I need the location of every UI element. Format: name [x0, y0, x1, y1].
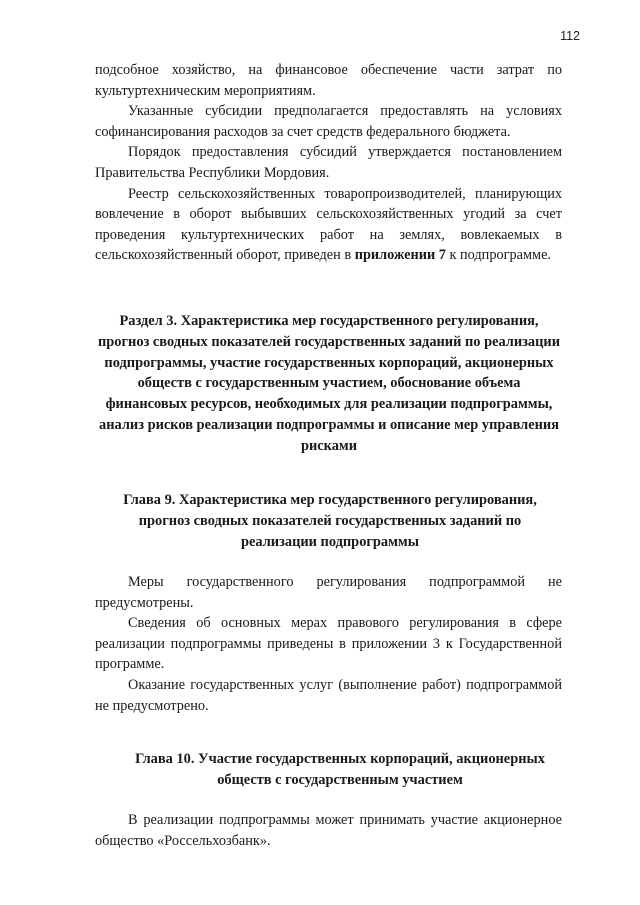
page-number: 112: [560, 29, 580, 43]
chapter10-heading-block: [120, 749, 560, 791]
chapter10-paragraph-1: В реализации подпрограммы может принимать участие акционерное общество «Россельхозбанк».: [95, 812, 562, 849]
chapter9-body: [95, 572, 562, 716]
intro-paragraph-1: подсобное хозяйство, на финансовое обеспечение части затрат по культуртехническим мероприятиям.: [95, 62, 562, 99]
registry-tail: к подпрограмме.: [445, 247, 551, 264]
chapter9-paragraph-2: Сведения об основных мерах правового регулирования в сфере реализации подпрограммы приведены в приложении 3 к Государственной программе.: [95, 615, 562, 673]
chapter9-heading: Глава 9. Характеристика мер государственного регулирования, прогноз сводных показателей государственных заданий по реализации подпрограммы: [123, 492, 537, 550]
chapter9-paragraph-1: Меры государственного регулирования подпрограммой не предусмотрены.: [95, 574, 562, 611]
appendix-reference: приложении 7: [354, 247, 446, 264]
intro-paragraph-3: Порядок предоставления субсидий утверждается постановлением Правительства Республики Мордовия.: [95, 144, 562, 181]
intro-block: [95, 60, 562, 266]
chapter10-heading: Глава 10. Участие государственных корпораций, акционерных обществ с государственным участием: [135, 751, 545, 788]
chapter10-body: [95, 810, 562, 851]
intro-paragraph-2: Указанные субсидии предполагается предоставлять на условиях софинансирования расходов за счет средств федерального бюджета.: [95, 103, 562, 140]
chapter9-heading-block: [110, 490, 550, 552]
section3-heading: Раздел 3. Характеристика мер государственного регулирования, прогноз сводных показателей государственных заданий по реализации подпрограммы, участие государственных корпораций, акционерных обществ с государственным участием, обоснование объема финансовых ресурсов, необходимых для реализации подпрограммы, анализ рисков реализации подпрограммы и описание мер управления рисками: [98, 313, 561, 454]
chapter9-paragraph-3: Оказание государственных услуг (выполнение работ) подпрограммой не предусмотрено.: [95, 676, 562, 714]
section3-block: [98, 311, 560, 457]
registry-text: Реестр сельскохозяйственных товаропроизводителей, планирующих вовлечение в оборот выбывших сельскохозяйственных угодий за счет проведения культуртехнических работ на землях, вовлекаемых в сельскохозяйственный оборот, приведен в: [95, 185, 562, 264]
registry-paragraph: [95, 184, 562, 266]
